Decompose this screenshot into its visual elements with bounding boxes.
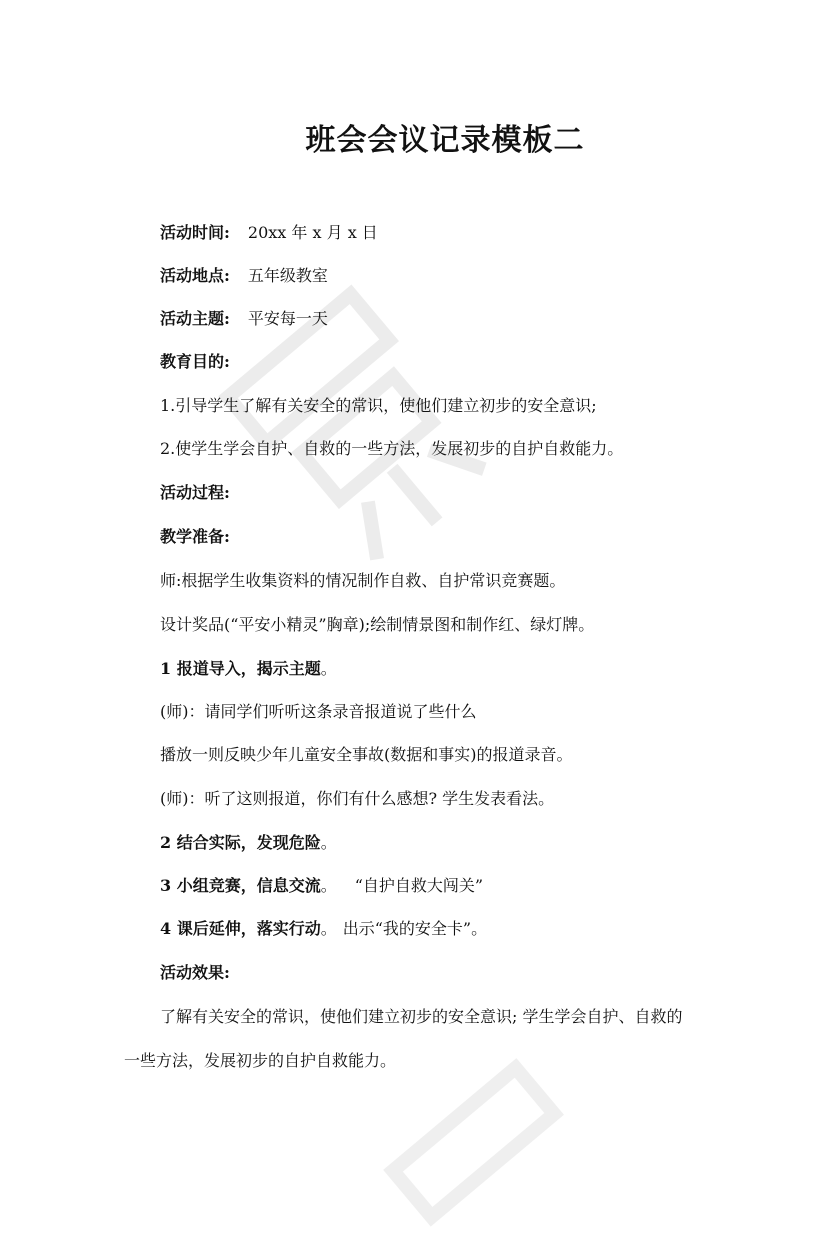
goal-item: 2.使学生学会自护、自救的一些方法，发展初步的自护自救能力。 — [160, 439, 624, 458]
step-4-row — [160, 918, 487, 940]
activity-process-heading: 活动过程: — [160, 483, 230, 502]
step-2-label: 2 结合实际，发现危险 — [160, 833, 321, 852]
page-title: 班会会议记录模板二 — [305, 123, 585, 158]
activity-place-value: 五年级教室 — [247, 266, 328, 285]
step-4-label: 4 课后延伸，落实行动 — [160, 919, 321, 938]
activity-theme-label: 活动主题: — [160, 309, 230, 328]
education-goal-heading: 教育目的: — [160, 352, 230, 371]
activity-time-row — [160, 222, 378, 244]
activity-time-value: 20xx 年 x 月 x 日 — [247, 223, 378, 242]
activity-effect-heading: 活动效果: — [160, 963, 230, 982]
step-2-row — [160, 832, 337, 854]
step-3-end: 。 — [320, 876, 337, 895]
activity-place-label: 活动地点: — [160, 266, 230, 285]
step-4-extra: 出示“我的安全卡”。 — [342, 919, 488, 938]
effect-text-line-1: 了解有关安全的常识，使他们建立初步的安全意识; 学生学会自护、自救的 — [160, 1007, 683, 1026]
activity-theme-value: 平安每一天 — [247, 309, 328, 328]
step-1-row — [160, 658, 337, 680]
prep-line: 师:根据学生收集资料的情况制作自救、自护常识竞赛题。 — [160, 571, 566, 590]
goal-item: 1.引导学生了解有关安全的常识，使他们建立初步的安全意识; — [160, 396, 597, 415]
step-4-end: 。 — [320, 919, 337, 938]
watermark-logo-icon — [365, 1040, 595, 1260]
step-3-row — [160, 875, 483, 897]
step-3-label: 3 小组竞赛，信息交流 — [160, 876, 321, 895]
prep-line: 设计奖品(“平安小精灵”胸章);绘制情景图和制作红、绿灯牌。 — [160, 615, 595, 634]
activity-place-row — [160, 265, 328, 287]
step-1-line: (师)：听了这则报道，你们有什么感想? 学生发表看法。 — [160, 789, 555, 808]
step-3-extra: “自护自救大闯关” — [354, 876, 484, 895]
step-1-line: 播放一则反映少年儿童安全事故(数据和事实)的报道录音。 — [160, 745, 573, 764]
effect-text-line-2: 一些方法，发展初步的自护自救能力。 — [124, 1051, 397, 1070]
teaching-prep-heading: 教学准备: — [160, 527, 230, 546]
activity-theme-row — [160, 308, 328, 330]
step-1-end: 。 — [320, 659, 337, 678]
activity-time-label: 活动时间: — [160, 223, 230, 242]
step-1-line: (师)：请同学们听听这条录音报道说了些什么 — [160, 702, 477, 721]
step-1-label: 1 报道导入，揭示主题 — [160, 659, 321, 678]
step-2-end: 。 — [320, 833, 337, 852]
